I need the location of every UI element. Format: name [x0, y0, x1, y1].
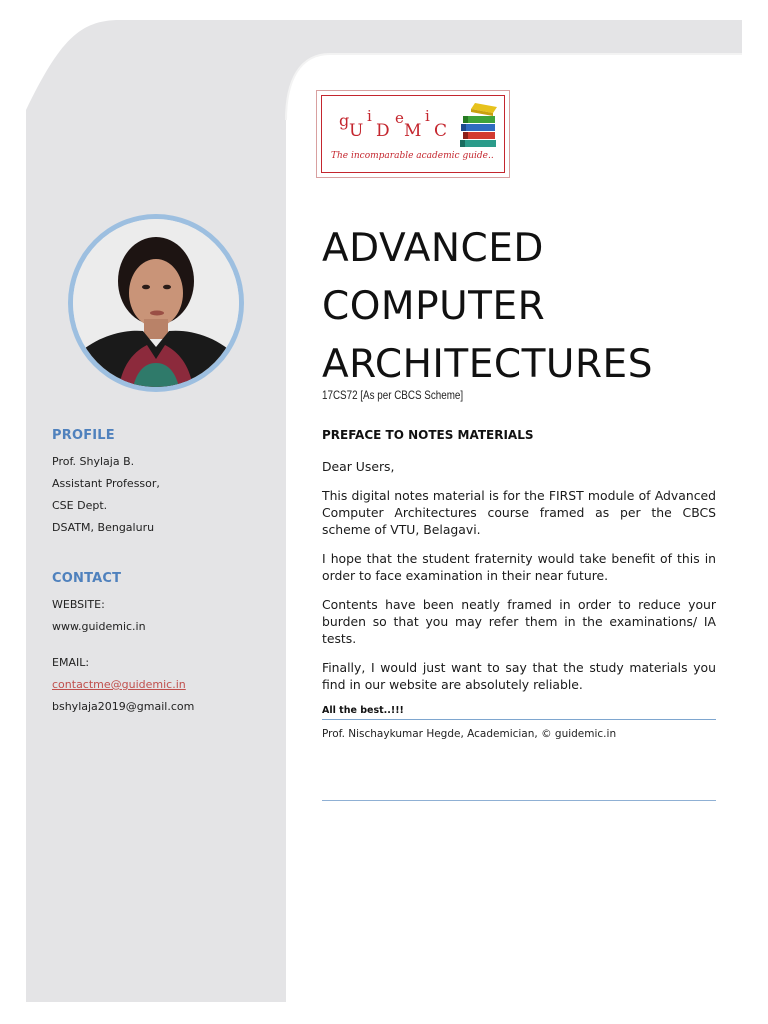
bottom-divider [322, 800, 716, 801]
signoff: All the best..!!! [322, 705, 404, 716]
logo-letter: M [404, 121, 422, 141]
author-credit: Prof. Nischaykumar Hegde, Academician, © guidemic.in [322, 728, 617, 740]
email-label: EMAIL: [52, 656, 90, 669]
profile-institution: DSATM, Bengaluru [52, 521, 155, 534]
title-line: ARCHITECTURES [322, 342, 653, 387]
profile-photo [73, 219, 239, 387]
logo-tagline: The incomparable academic guide.. [331, 151, 494, 161]
email-primary-link[interactable]: contactme@guidemic.in [52, 678, 186, 691]
website-label: WEBSITE: [52, 598, 105, 611]
preface-heading: PREFACE TO NOTES MATERIALS [322, 428, 534, 442]
email-secondary: bshylaja2019@gmail.com [52, 700, 195, 713]
logo-letter: D [376, 121, 390, 141]
paragraph: This digital notes material is for the FIRST module of Advanced Computer Architectures course framed as per the CBCS scheme of VTU, Belagavi. [322, 488, 716, 537]
title-line: COMPUTER [322, 284, 546, 329]
logo-letter: i [367, 107, 372, 125]
sidebar [52, 420, 252, 718]
portrait-image [73, 219, 239, 387]
paragraph: Finally, I would just want to say that the study materials you find in our website are absolutely reliable. [322, 660, 716, 692]
books-stack-icon [457, 101, 501, 151]
guidemic-logo [316, 90, 510, 178]
title-line: ADVANCED [322, 226, 544, 271]
logo-wordmark [335, 99, 455, 143]
logo-letter: e [395, 109, 404, 127]
logo-letter: U [349, 121, 364, 141]
website-link[interactable]: www.guidemic.in [52, 620, 146, 633]
profile-photo-frame [68, 214, 244, 392]
document-title [322, 220, 742, 394]
logo-letter: C [434, 121, 448, 141]
profile-heading: PROFILE [52, 428, 115, 443]
paragraph: Contents have been neatly framed in order to reduce your burden so that you may refer them in the examinations/ IA tests. [322, 597, 716, 646]
greeting: Dear Users, [322, 459, 395, 474]
profile-name: Prof. Shylaja B. [52, 455, 135, 468]
logo-letter: g [339, 111, 350, 130]
profile-designation: Assistant Professor, [52, 477, 160, 490]
preface-content [322, 428, 716, 740]
logo-letter: i [425, 107, 430, 125]
profile-department: CSE Dept. [52, 499, 108, 512]
paragraph: I hope that the student fraternity would take benefit of this in order to face examination in their near future. [322, 551, 716, 583]
divider [322, 719, 716, 720]
contact-heading: CONTACT [52, 571, 122, 586]
course-code-subtitle: 17CS72 [As per CBCS Scheme] [322, 388, 464, 402]
